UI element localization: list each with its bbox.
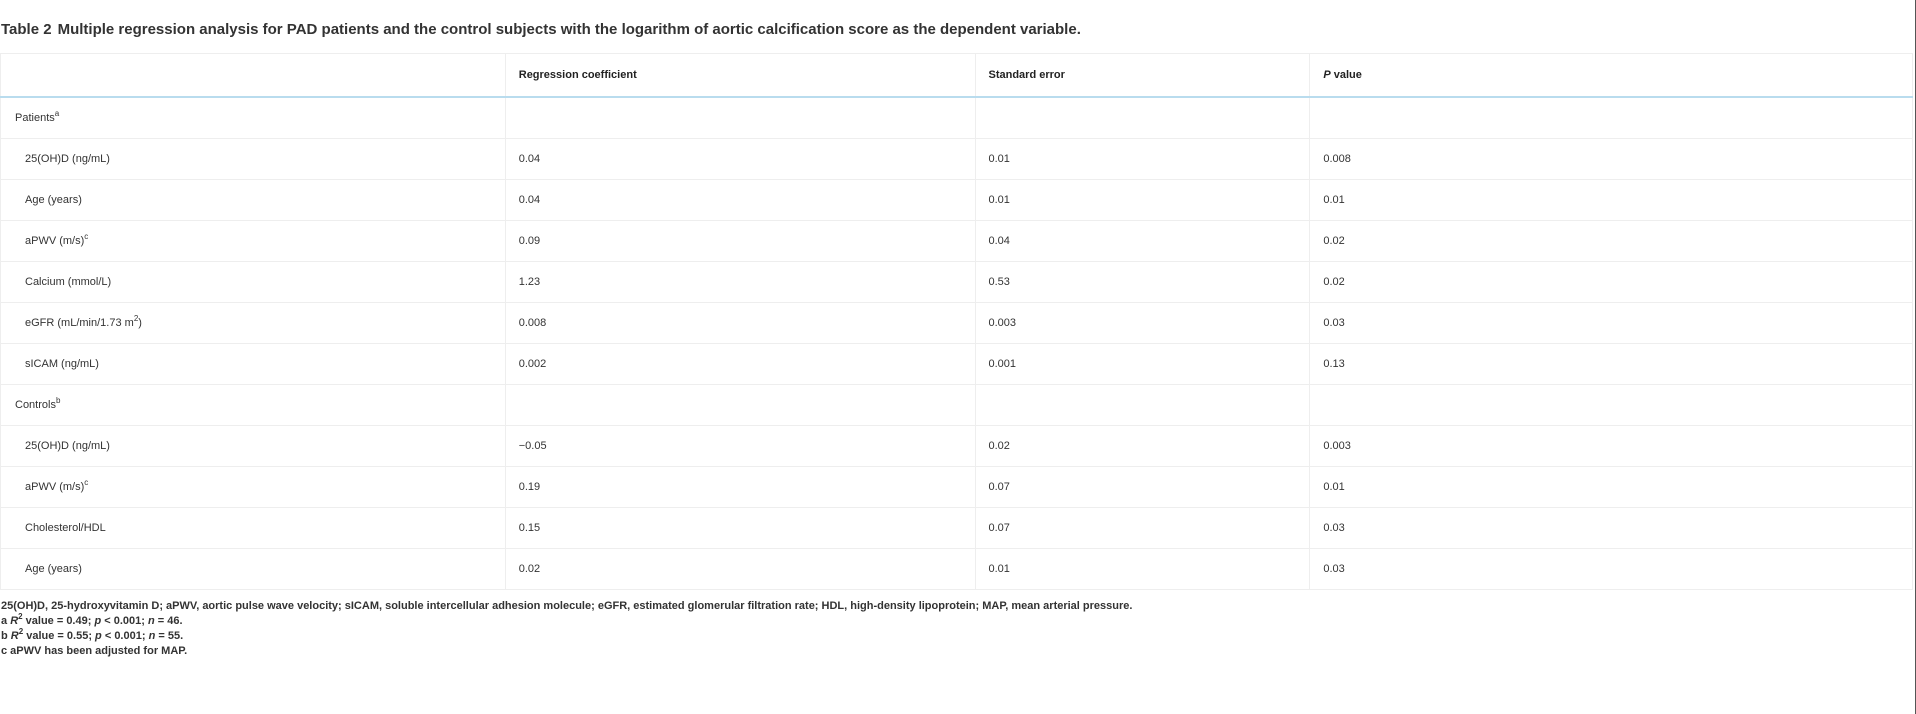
- group-row: [1, 97, 1913, 139]
- table-row: [1, 549, 1913, 590]
- variable-cell: [1, 426, 506, 467]
- standard-error-cell: 0.01: [975, 139, 1310, 180]
- p-value-cell: 0.02: [1310, 221, 1913, 262]
- variable-name: aPWV (m/s): [25, 235, 85, 247]
- variable-superscript: 2: [133, 314, 139, 323]
- table-caption: [1, 21, 1081, 38]
- header-p-letter: P: [1323, 69, 1331, 81]
- group-label-cell: [1, 97, 506, 139]
- variable-superscript: c: [84, 232, 89, 241]
- p-value-cell: 0.01: [1310, 467, 1913, 508]
- footnote-b-p-text: < 0.001;: [101, 630, 149, 642]
- variable-cell: [1, 467, 506, 508]
- p-value-cell: 0.03: [1310, 303, 1913, 344]
- group-empty-cell: [1310, 385, 1913, 426]
- standard-error-cell: 0.04: [975, 221, 1310, 262]
- variable-cell: [1, 221, 506, 262]
- variable-name: Cholesterol/HDL: [25, 522, 106, 534]
- footnote-a-p-text: < 0.001;: [101, 615, 148, 627]
- footnote-b-text: value = 0.55;: [23, 630, 96, 642]
- variable-name: eGFR (mL/min/1.73 m: [25, 317, 134, 329]
- variable-suffix: ): [138, 317, 142, 329]
- standard-error-cell: 0.07: [975, 508, 1310, 549]
- group-footnote-marker: a: [54, 109, 60, 118]
- table-row: [1, 139, 1913, 180]
- variable-cell: [1, 262, 506, 303]
- header-standard-error: Standard error: [975, 54, 1310, 98]
- variable-name: 25(OH)D (ng/mL): [25, 440, 110, 452]
- table-row: [1, 508, 1913, 549]
- footnote-b: [1, 629, 1132, 644]
- p-value-cell: 0.003: [1310, 426, 1913, 467]
- footnote-b-square: 2: [18, 627, 24, 636]
- regression-table: [0, 53, 1913, 590]
- group-empty-cell: [975, 97, 1310, 139]
- table-row: [1, 467, 1913, 508]
- p-value-cell: 0.02: [1310, 262, 1913, 303]
- group-empty-cell: [505, 385, 975, 426]
- variable-cell: [1, 344, 506, 385]
- footnote-a-n-text: = 46.: [154, 615, 183, 627]
- header-p-rest: value: [1330, 69, 1362, 81]
- header-row: [1, 54, 1913, 98]
- group-empty-cell: [505, 97, 975, 139]
- table-title: Multiple regression analysis for PAD patients and the control subjects with the logarithm of aortic calcification score as the dependent variable.: [57, 21, 1081, 38]
- table-row: [1, 344, 1913, 385]
- regression-coefficient-cell: 0.19: [505, 467, 975, 508]
- table-row: [1, 426, 1913, 467]
- variable-name: sICAM (ng/mL): [25, 358, 99, 370]
- group-label: Patients: [15, 112, 55, 124]
- footnote-a-p: p: [94, 615, 102, 627]
- footnote-b-n-text: = 55.: [155, 630, 184, 642]
- regression-coefficient-cell: 0.15: [505, 508, 975, 549]
- table-row: [1, 221, 1913, 262]
- group-label-cell: [1, 385, 506, 426]
- footnote-abbreviations: 25(OH)D, 25-hydroxyvitamin D; aPWV, aortic pulse wave velocity; sICAM, soluble intercellular adhesion molecule; eGFR, estimated glomerular filtration rate; HDL, high-density lipoprotein; MAP, mean arterial pressure.: [1, 600, 1133, 612]
- variable-name: Age (years): [25, 194, 82, 206]
- variable-cell: [1, 303, 506, 344]
- footnote-b-r: R: [10, 630, 19, 642]
- regression-coefficient-cell: 0.002: [505, 344, 975, 385]
- regression-coefficient-cell: 0.008: [505, 303, 975, 344]
- regression-coefficient-cell: 0.04: [505, 139, 975, 180]
- variable-cell: [1, 180, 506, 221]
- standard-error-cell: 0.003: [975, 303, 1310, 344]
- variable-cell: [1, 508, 506, 549]
- p-value-cell: 0.008: [1310, 139, 1913, 180]
- p-value-cell: 0.13: [1310, 344, 1913, 385]
- footnote-a: [1, 614, 1132, 629]
- variable-cell: [1, 139, 506, 180]
- regression-coefficient-cell: 0.09: [505, 221, 975, 262]
- regression-coefficient-cell: 1.23: [505, 262, 975, 303]
- variable-name: Calcium (mmol/L): [25, 276, 112, 288]
- table-row: [1, 180, 1913, 221]
- group-footnote-marker: b: [55, 396, 61, 405]
- p-value-cell: 0.03: [1310, 508, 1913, 549]
- table-row: [1, 303, 1913, 344]
- variable-name: 25(OH)D (ng/mL): [25, 153, 110, 165]
- table-row: [1, 262, 1913, 303]
- variable-cell: [1, 549, 506, 590]
- header-p-value: [1310, 54, 1913, 98]
- standard-error-cell: 0.01: [975, 180, 1310, 221]
- group-empty-cell: [1310, 97, 1913, 139]
- header-regression-coefficient: Regression coefficient: [505, 54, 975, 98]
- footnote-b-marker: b: [1, 630, 11, 642]
- standard-error-cell: 0.53: [975, 262, 1310, 303]
- standard-error-cell: 0.001: [975, 344, 1310, 385]
- variable-superscript: c: [84, 478, 89, 487]
- footnote-a-r: R: [10, 615, 19, 627]
- p-value-cell: 0.03: [1310, 549, 1913, 590]
- footnote-a-n: n: [147, 615, 155, 627]
- regression-coefficient-cell: 0.02: [505, 549, 975, 590]
- standard-error-cell: 0.01: [975, 549, 1310, 590]
- p-value-cell: 0.01: [1310, 180, 1913, 221]
- group-label: Controls: [15, 399, 56, 411]
- footnote-b-p: p: [95, 630, 102, 642]
- group-row: [1, 385, 1913, 426]
- header-variable: [1, 54, 506, 98]
- standard-error-cell: 0.02: [975, 426, 1310, 467]
- table-label: Table 2: [1, 21, 52, 38]
- footnote-a-marker: a: [1, 615, 11, 627]
- group-empty-cell: [975, 385, 1310, 426]
- footnote-b-n: n: [148, 630, 156, 642]
- table-body: [1, 97, 1913, 590]
- variable-name: aPWV (m/s): [25, 481, 85, 493]
- regression-coefficient-cell: −0.05: [505, 426, 975, 467]
- regression-coefficient-cell: 0.04: [505, 180, 975, 221]
- standard-error-cell: 0.07: [975, 467, 1310, 508]
- table-footnotes: [1, 598, 1132, 659]
- footnote-a-text: value = 0.49;: [22, 615, 95, 627]
- footnote-c: c aPWV has been adjusted for MAP.: [1, 645, 188, 657]
- footnote-a-square: 2: [18, 612, 23, 621]
- variable-name: Age (years): [25, 563, 82, 575]
